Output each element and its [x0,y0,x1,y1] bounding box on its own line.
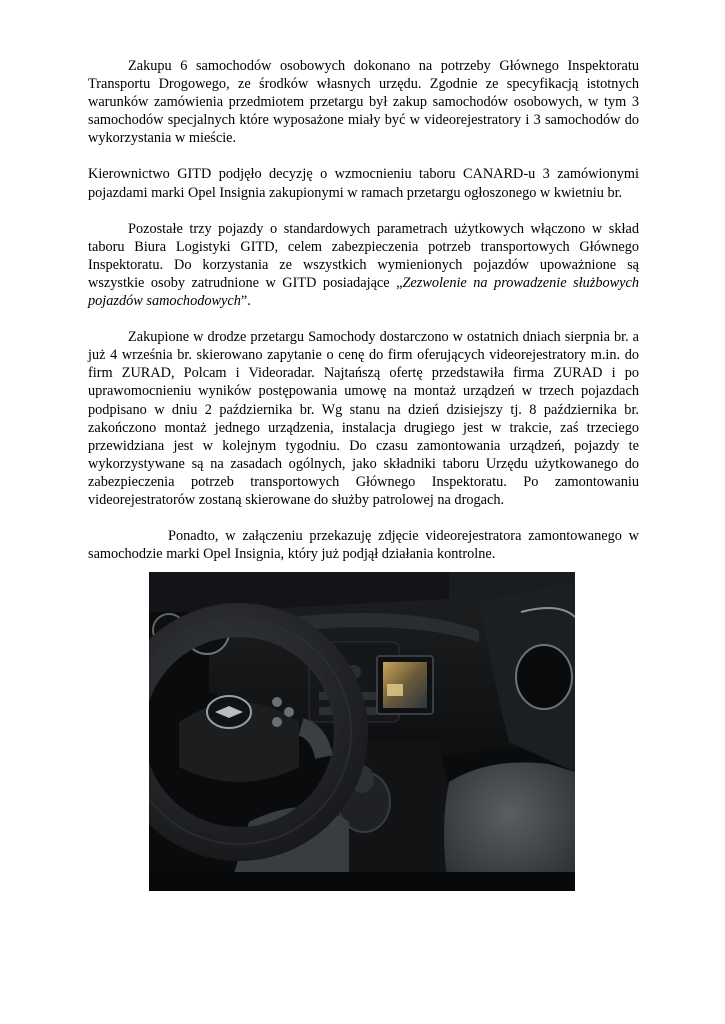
paragraph-1: Zakupu 6 samochodów osobowych dokonano na potrzeby Głównego Inspektoratu Transportu Drogowego, ze środków własnych urzędu. Zgodnie ze specyfikacją istotnych warunków zamówienia przedmiotem przetargu był zakup samochodów osobowych, w tym 3 samochodów specjalnych które wyposażone miały być w videorejestratory i 3 samochodów do wykorzystania w mieście. [88,58,639,147]
paragraph-3-text: Pozostałe trzy pojazdy o standardowych parametrach użytkowych włączono w skład taboru Biura Logistyki GITD, celem zabezpieczenia potrzeb transportowych Głównego Inspektoratu. Do korzystania ze wszystkich wymienionych pojazdów upoważnione są wszystkie osoby zatrudnione w GITD posiadające „ [88,220,639,291]
paragraph-5: Ponadto, w załączeniu przekazuję zdjęcie videorejestratora zamontowanego w samochodzie marki Opel Insignia, który już podjął działania kontrolne. [88,528,639,563]
paragraph-4: Zakupione w drodze przetargu Samochody dostarczono w ostatnich dniach sierpnia br. a już 4 września br. skierowano zapytanie o cenę do firm oferujących videorejestratory m.in. do firm ZURAD, Polcam i Videoradar. Najtańszą ofertę przedstawiła firma ZURAD i po uprawomocnieniu wyników postępowania umowę na montaż urządzeń w trzech pojazdach podpisano w dniu 2 października br. Wg stanu na dzień dzisiejszy tj. 8 października br. zakończono montaż jednego urządzenia, instalacja drugiego jest w trakcie, zaś trzeciego przewidziana jest w kolejnym tygodniu. Do czasu zamontowania urządzeń, pojazdy te wykorzystywane są na zasadach ogólnych, jako składniki taboru Urzędu użytkowanego do zabezpieczenia potrzeb transportowych Głównego Inspektoratu. Po zamontowaniu videorejestratorów zostaną skierowane do służby patrolowej na drogach. [88,329,639,508]
paragraph-3-end: ”. [240,293,251,310]
paragraph-3 [88,220,639,310]
document-body [88,57,639,563]
paragraph-2: Kierownictwo GITD podjęło decyzję o wzmocnieniu taboru CANARD-u 3 zamówionymi pojazdami marki Opel Insignia zakupionymi w ramach przetargu ogłoszonego w kwietniu br. [88,166,639,201]
permit-name: Zezwolenie na prowadzenie służbowych pojazdów samochodowych [88,274,640,310]
car-interior-photo [149,572,575,891]
